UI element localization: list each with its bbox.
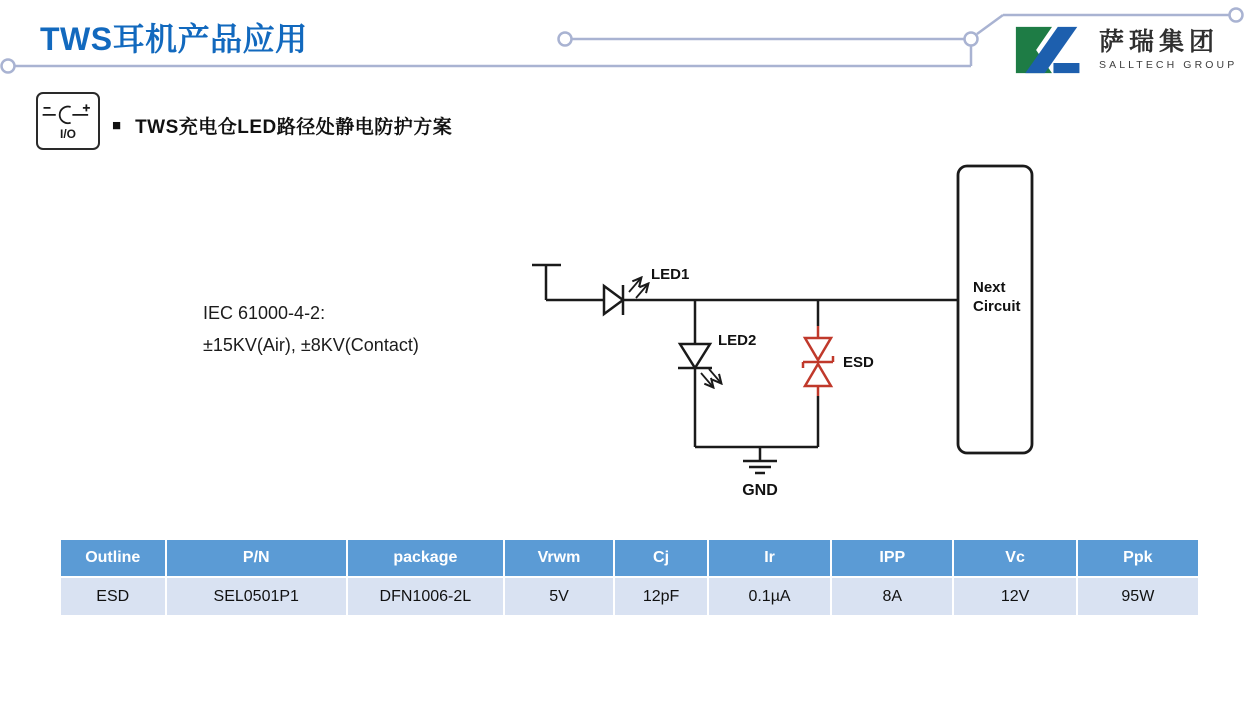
iec-note-line2: ±15KV(Air), ±8KV(Contact) bbox=[203, 334, 419, 355]
ground-icon bbox=[743, 447, 777, 473]
esd-spec-table bbox=[61, 540, 1198, 615]
logo-name-en: SALLTECH GROUP bbox=[1099, 58, 1238, 71]
io-port-symbol bbox=[40, 102, 96, 126]
logo-text bbox=[1099, 29, 1237, 71]
io-label: I/O bbox=[59, 126, 76, 141]
salltech-logo-mark-icon bbox=[1015, 24, 1089, 76]
input-terminal bbox=[532, 265, 604, 300]
iec-note-line1: IEC 61000-4-2: bbox=[203, 303, 326, 323]
cell-vc: 12V bbox=[954, 578, 1075, 615]
led2-diode-icon bbox=[678, 300, 721, 447]
cell-vrwm: 5V bbox=[505, 578, 613, 615]
logo-name-cn: 萨瑞集团 bbox=[1099, 28, 1220, 57]
led1-diode-icon bbox=[604, 278, 648, 315]
next-circuit-label-line1: Next bbox=[973, 279, 1006, 296]
tvs-esd-diode-icon bbox=[803, 326, 833, 396]
col-header-ppk: Ppk bbox=[1078, 540, 1198, 576]
section-heading: TWS充电仓LED路径处静电防护方案 bbox=[135, 117, 453, 138]
led1-label: LED1 bbox=[651, 266, 690, 283]
next-circuit-label-line2: Circuit bbox=[973, 298, 1021, 315]
page-title: TWS耳机产品应用 bbox=[40, 21, 308, 57]
iec-standard-note bbox=[203, 298, 419, 361]
cell-ipp: 8A bbox=[832, 578, 952, 615]
col-header-ir: Ir bbox=[709, 540, 830, 576]
col-header-pn: P/N bbox=[167, 540, 346, 576]
cell-ir: 0.1µA bbox=[709, 578, 830, 615]
table-row bbox=[61, 578, 1198, 615]
col-header-package: package bbox=[348, 540, 503, 576]
io-port-icon bbox=[36, 92, 100, 150]
col-header-cj: Cj bbox=[615, 540, 707, 576]
esd-label: ESD bbox=[843, 354, 874, 371]
cell-cj: 12pF bbox=[615, 578, 707, 615]
cell-package: DFN1006-2L bbox=[348, 578, 503, 615]
section-heading-row bbox=[112, 112, 452, 139]
col-header-vc: Vc bbox=[954, 540, 1075, 576]
company-logo bbox=[1015, 22, 1237, 78]
square-bullet-icon: ■ bbox=[112, 117, 122, 134]
cell-outline: ESD bbox=[61, 578, 165, 615]
esd-protection-circuit-diagram bbox=[510, 150, 1055, 515]
table-header-row bbox=[61, 540, 1198, 576]
col-header-ipp: IPP bbox=[832, 540, 952, 576]
col-header-outline: Outline bbox=[61, 540, 165, 576]
col-header-vrwm: Vrwm bbox=[505, 540, 613, 576]
gnd-label: GND bbox=[742, 482, 778, 499]
led2-label: LED2 bbox=[718, 332, 757, 349]
cell-ppk: 95W bbox=[1078, 578, 1198, 615]
cell-pn: SEL0501P1 bbox=[167, 578, 346, 615]
